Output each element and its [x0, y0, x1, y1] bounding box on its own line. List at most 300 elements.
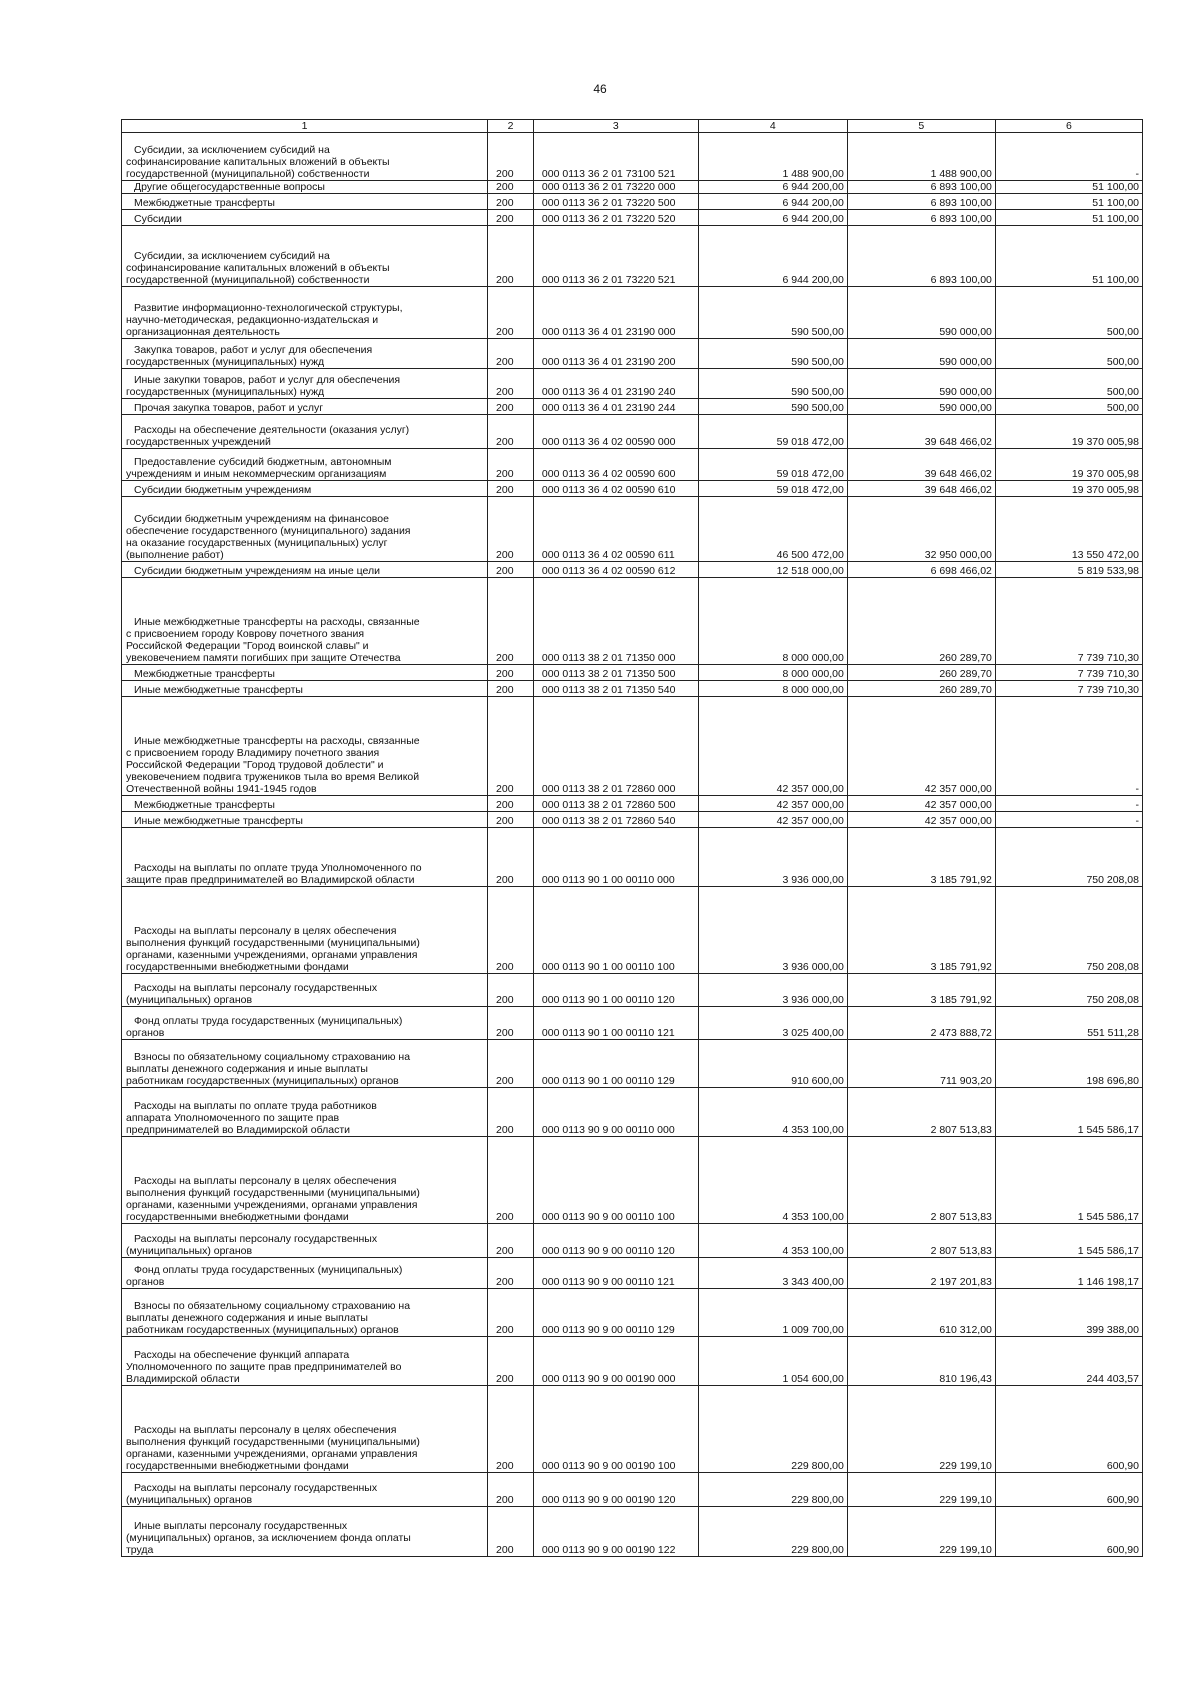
row-remaining-value: 1 545 586,17 [995, 1224, 1142, 1258]
table-row [122, 1507, 1143, 1557]
row-approved-value: 8 000 000,00 [698, 665, 847, 681]
row-name [122, 1386, 488, 1473]
row-name [122, 974, 488, 1007]
row-name-line: Уполномоченного по защите прав предпринимателей во [126, 1361, 402, 1373]
row-name-line: Субсидии, за исключением субсидий на [134, 144, 330, 156]
column-header-6: 6 [995, 120, 1142, 133]
row-budget-code: 000 0113 36 2 01 73220 500 [533, 194, 698, 210]
row-budget-code: 000 0113 90 9 00 00110 000 [533, 1088, 698, 1137]
row-executed-value: 6 698 466,02 [847, 562, 995, 578]
row-name-line: Субсидии бюджетным учреждениям [134, 484, 312, 496]
row-executed-value: 260 289,70 [847, 681, 995, 697]
row-remaining-value: 600,90 [995, 1386, 1142, 1473]
row-approved-value: 6 944 200,00 [698, 181, 847, 194]
row-name-line: Иные межбюджетные трансферты [134, 684, 303, 696]
row-budget-code: 000 0113 90 9 00 00110 121 [533, 1258, 698, 1289]
row-remaining-value: 51 100,00 [995, 226, 1142, 287]
row-admin-code: 200 [488, 497, 534, 562]
row-admin-code: 200 [488, 665, 534, 681]
row-name [122, 339, 488, 369]
row-approved-value: 1 488 900,00 [698, 133, 847, 181]
row-name [122, 1289, 488, 1337]
row-executed-value: 590 000,00 [847, 399, 995, 415]
row-name-line: обеспечение государственного (муниципального) задания [126, 525, 411, 537]
row-remaining-value: 1 146 198,17 [995, 1258, 1142, 1289]
row-name-line: научно-методическая, редакционно-издательская и [126, 314, 379, 326]
table-row [122, 796, 1143, 812]
row-name-line: Российской Федерации "Город воинской славы" и [126, 640, 369, 652]
row-approved-value: 12 518 000,00 [698, 562, 847, 578]
table-row [122, 226, 1143, 287]
row-admin-code: 200 [488, 578, 534, 665]
row-budget-code: 000 0113 36 4 02 00590 600 [533, 449, 698, 481]
row-executed-value: 32 950 000,00 [847, 497, 995, 562]
row-name [122, 369, 488, 399]
row-name [122, 1473, 488, 1507]
row-approved-value: 229 800,00 [698, 1386, 847, 1473]
row-budget-code: 000 0113 36 4 02 00590 612 [533, 562, 698, 578]
row-approved-value: 1 054 600,00 [698, 1337, 847, 1386]
table-row [122, 415, 1143, 449]
row-approved-value: 6 944 200,00 [698, 226, 847, 287]
table-row [122, 181, 1143, 194]
row-name-line: защите прав предпринимателей во Владимирской области [126, 874, 415, 886]
table-row [122, 828, 1143, 887]
row-name-line: Прочая закупка товаров, работ и услуг [134, 402, 324, 414]
row-name-line: Субсидии бюджетным учреждениям на иные цели [134, 565, 380, 577]
row-name-line: государственными внебюджетными фондами [126, 1211, 349, 1223]
row-approved-value: 229 800,00 [698, 1473, 847, 1507]
row-budget-code: 000 0113 38 2 01 71350 000 [533, 578, 698, 665]
row-budget-code: 000 0113 36 4 01 23190 200 [533, 339, 698, 369]
table-row [122, 1224, 1143, 1258]
row-remaining-value: 51 100,00 [995, 194, 1142, 210]
row-name-line: Иные межбюджетные трансферты на расходы, связанные [134, 616, 420, 628]
row-executed-value: 3 185 791,92 [847, 887, 995, 974]
row-name [122, 887, 488, 974]
row-name [122, 1507, 488, 1557]
row-remaining-value: 500,00 [995, 369, 1142, 399]
row-remaining-value: 500,00 [995, 399, 1142, 415]
row-name-line: Расходы на выплаты по оплате труда Уполномоченного по [134, 862, 422, 874]
table-row [122, 133, 1143, 181]
row-name-line: софинансирование капитальных вложений в объекты [126, 156, 390, 168]
row-approved-value: 59 018 472,00 [698, 449, 847, 481]
row-name-line: Субсидии, за исключением субсидий на [134, 250, 330, 262]
row-name-line: Расходы на выплаты персоналу в целях обеспечения [134, 925, 397, 937]
row-executed-value: 6 893 100,00 [847, 181, 995, 194]
row-executed-value: 39 648 466,02 [847, 481, 995, 497]
row-admin-code: 200 [488, 974, 534, 1007]
row-admin-code: 200 [488, 339, 534, 369]
column-header-4: 4 [698, 120, 847, 133]
row-budget-code: 000 0113 90 9 00 00190 100 [533, 1386, 698, 1473]
row-admin-code: 200 [488, 1088, 534, 1137]
row-budget-code: 000 0113 38 2 01 71350 500 [533, 665, 698, 681]
row-name-line: (муниципальных) органов [126, 1245, 253, 1257]
row-remaining-value: 399 388,00 [995, 1289, 1142, 1337]
row-approved-value: 1 009 700,00 [698, 1289, 847, 1337]
column-header-3: 3 [533, 120, 698, 133]
row-name [122, 1337, 488, 1386]
row-approved-value: 8 000 000,00 [698, 681, 847, 697]
row-remaining-value: 7 739 710,30 [995, 665, 1142, 681]
table-row [122, 194, 1143, 210]
row-executed-value: 590 000,00 [847, 369, 995, 399]
row-admin-code: 200 [488, 369, 534, 399]
row-name [122, 226, 488, 287]
row-approved-value: 910 600,00 [698, 1040, 847, 1088]
row-name-line: (муниципальных) органов, за исключением фонда оплаты [126, 1532, 411, 1544]
row-approved-value: 6 944 200,00 [698, 210, 847, 226]
row-budget-code: 000 0113 90 1 00 00110 121 [533, 1007, 698, 1040]
row-admin-code: 200 [488, 1507, 534, 1557]
row-budget-code: 000 0113 36 2 01 73100 521 [533, 133, 698, 181]
row-admin-code: 200 [488, 697, 534, 796]
row-name-line: Отечественной войны 1941-1945 годов [126, 783, 317, 795]
table-row [122, 1137, 1143, 1224]
row-name [122, 1137, 488, 1224]
row-approved-value: 42 357 000,00 [698, 796, 847, 812]
row-budget-code: 000 0113 90 9 00 00110 129 [533, 1289, 698, 1337]
row-executed-value: 2 807 513,83 [847, 1224, 995, 1258]
row-executed-value: 711 903,20 [847, 1040, 995, 1088]
row-name-line: (выполнение работ) [126, 549, 224, 561]
row-name-line: государственных (муниципальных) нужд [126, 386, 325, 398]
row-name-line: Межбюджетные трансферты [134, 197, 275, 209]
row-remaining-value: 500,00 [995, 339, 1142, 369]
row-name-line: (муниципальных) органов [126, 1494, 253, 1506]
row-approved-value: 4 353 100,00 [698, 1224, 847, 1258]
row-name-line: Взносы по обязательному социальному страхованию на [134, 1051, 411, 1063]
row-name-line: Межбюджетные трансферты [134, 668, 275, 680]
row-name-line: органов [126, 1276, 165, 1288]
row-name-line: Расходы на выплаты персоналу государственных [134, 982, 378, 994]
row-remaining-value: 13 550 472,00 [995, 497, 1142, 562]
row-approved-value: 3 936 000,00 [698, 828, 847, 887]
row-admin-code: 200 [488, 562, 534, 578]
row-executed-value: 2 473 888,72 [847, 1007, 995, 1040]
row-name [122, 578, 488, 665]
row-executed-value: 229 199,10 [847, 1473, 995, 1507]
row-name-line: Межбюджетные трансферты [134, 799, 275, 811]
row-approved-value: 3 025 400,00 [698, 1007, 847, 1040]
row-executed-value: 3 185 791,92 [847, 974, 995, 1007]
row-budget-code: 000 0113 90 9 00 00190 122 [533, 1507, 698, 1557]
table-row [122, 578, 1143, 665]
row-name [122, 287, 488, 339]
row-admin-code: 200 [488, 1258, 534, 1289]
row-remaining-value: 244 403,57 [995, 1337, 1142, 1386]
table-row [122, 665, 1143, 681]
row-budget-code: 000 0113 36 4 02 00590 610 [533, 481, 698, 497]
page-number: 46 [593, 82, 607, 96]
row-approved-value: 6 944 200,00 [698, 194, 847, 210]
row-name-line: Российской Федерации "Город трудовой доблести" и [126, 759, 384, 771]
row-name [122, 796, 488, 812]
row-name-line: Субсидии бюджетным учреждениям на финансовое [134, 513, 389, 525]
row-name-line: Другие общегосударственные вопросы [134, 181, 325, 193]
row-budget-code: 000 0113 36 2 01 73220 521 [533, 226, 698, 287]
row-remaining-value: 500,00 [995, 287, 1142, 339]
budget-table [121, 119, 1143, 1557]
table-row [122, 681, 1143, 697]
row-name [122, 133, 488, 181]
row-name-line: Предоставление субсидий бюджетным, автономным [134, 456, 392, 468]
table-row [122, 210, 1143, 226]
row-name-line: работникам государственных (муниципальных) органов [126, 1324, 399, 1336]
row-admin-code: 200 [488, 287, 534, 339]
header-row [122, 120, 1143, 133]
row-budget-code: 000 0113 90 9 00 00190 000 [533, 1337, 698, 1386]
row-executed-value: 590 000,00 [847, 287, 995, 339]
row-name [122, 1040, 488, 1088]
row-remaining-value: 1 545 586,17 [995, 1088, 1142, 1137]
row-name [122, 210, 488, 226]
row-executed-value: 260 289,70 [847, 578, 995, 665]
row-executed-value: 610 312,00 [847, 1289, 995, 1337]
row-executed-value: 39 648 466,02 [847, 415, 995, 449]
row-executed-value: 3 185 791,92 [847, 828, 995, 887]
row-executed-value: 810 196,43 [847, 1337, 995, 1386]
row-budget-code: 000 0113 38 2 01 72860 540 [533, 812, 698, 828]
row-name-line: Расходы на выплаты персоналу в целях обеспечения [134, 1424, 397, 1436]
row-executed-value: 6 893 100,00 [847, 194, 995, 210]
row-name [122, 1224, 488, 1258]
row-budget-code: 000 0113 90 9 00 00110 100 [533, 1137, 698, 1224]
row-name-line: организационная деятельность [126, 326, 280, 338]
row-executed-value: 229 199,10 [847, 1507, 995, 1557]
row-remaining-value: 7 739 710,30 [995, 578, 1142, 665]
row-name-line: Закупка товаров, работ и услуг для обеспечения [134, 344, 373, 356]
row-name [122, 399, 488, 415]
table-row [122, 1337, 1143, 1386]
row-name-line: труда [126, 1544, 154, 1556]
row-name-line: органами, казенными учреждениями, органами управления [126, 1199, 418, 1211]
row-name-line: с присвоением городу Коврову почетного звания [126, 628, 365, 640]
row-approved-value: 229 800,00 [698, 1507, 847, 1557]
row-name-line: увековечением памяти погибших при защите Отечества [126, 652, 401, 664]
row-budget-code: 000 0113 36 4 02 00590 000 [533, 415, 698, 449]
row-name [122, 812, 488, 828]
row-remaining-value: 51 100,00 [995, 210, 1142, 226]
row-name-line: Взносы по обязательному социальному страхованию на [134, 1300, 411, 1312]
row-approved-value: 3 936 000,00 [698, 887, 847, 974]
row-name-line: Расходы на выплаты по оплате труда работников [134, 1100, 377, 1112]
row-approved-value: 590 500,00 [698, 399, 847, 415]
row-budget-code: 000 0113 90 1 00 00110 129 [533, 1040, 698, 1088]
row-name-line: Иные закупки товаров, работ и услуг для обеспечения [134, 374, 401, 386]
table-row [122, 1007, 1143, 1040]
table-row [122, 562, 1143, 578]
row-approved-value: 4 353 100,00 [698, 1137, 847, 1224]
row-executed-value: 2 807 513,83 [847, 1088, 995, 1137]
row-executed-value: 42 357 000,00 [847, 796, 995, 812]
row-remaining-value: 750 208,08 [995, 828, 1142, 887]
row-name-line: государственной (муниципальной) собственности [126, 168, 370, 180]
row-remaining-value: - [995, 697, 1142, 796]
row-budget-code: 000 0113 36 4 01 23190 244 [533, 399, 698, 415]
table-row [122, 287, 1143, 339]
row-name-line: Фонд оплаты труда государственных (муниципальных) [134, 1015, 403, 1027]
row-executed-value: 42 357 000,00 [847, 812, 995, 828]
row-budget-code: 000 0113 36 2 01 73220 000 [533, 181, 698, 194]
row-name-line: Иные межбюджетные трансферты [134, 815, 303, 827]
row-name-line: органами, казенными учреждениями, органами управления [126, 1448, 418, 1460]
row-budget-code: 000 0113 90 1 00 00110 100 [533, 887, 698, 974]
row-name-line: Расходы на выплаты персоналу государственных [134, 1233, 378, 1245]
row-admin-code: 200 [488, 481, 534, 497]
row-admin-code: 200 [488, 1040, 534, 1088]
row-name-line: выполнения функций государственными (муниципальными) [126, 937, 420, 949]
row-executed-value: 2 197 201,83 [847, 1258, 995, 1289]
row-budget-code: 000 0113 36 4 02 00590 611 [533, 497, 698, 562]
row-name-line: софинансирование капитальных вложений в объекты [126, 262, 390, 274]
row-approved-value: 590 500,00 [698, 339, 847, 369]
row-name-line: аппарата Уполномоченного по защите прав [126, 1112, 340, 1124]
row-name-line: выполнения функций государственными (муниципальными) [126, 1436, 420, 1448]
row-name-line: (муниципальных) органов [126, 994, 253, 1006]
row-name-line: государственной (муниципальной) собственности [126, 274, 370, 286]
row-executed-value: 6 893 100,00 [847, 210, 995, 226]
row-name [122, 665, 488, 681]
row-admin-code: 200 [488, 1007, 534, 1040]
row-name [122, 181, 488, 194]
table-row [122, 1040, 1143, 1088]
row-name [122, 449, 488, 481]
table-row [122, 399, 1143, 415]
row-admin-code: 200 [488, 399, 534, 415]
row-budget-code: 000 0113 36 2 01 73220 520 [533, 210, 698, 226]
row-admin-code: 200 [488, 415, 534, 449]
row-admin-code: 200 [488, 1386, 534, 1473]
row-name-line: Расходы на обеспечение деятельности (оказания услуг) [134, 424, 410, 436]
row-admin-code: 200 [488, 1224, 534, 1258]
row-budget-code: 000 0113 38 2 01 71350 540 [533, 681, 698, 697]
row-budget-code: 000 0113 90 1 00 00110 120 [533, 974, 698, 1007]
row-admin-code: 200 [488, 887, 534, 974]
row-name-line: органами, казенными учреждениями, органами управления [126, 949, 418, 961]
row-executed-value: 260 289,70 [847, 665, 995, 681]
row-admin-code: 200 [488, 812, 534, 828]
row-executed-value: 2 807 513,83 [847, 1137, 995, 1224]
table-row [122, 481, 1143, 497]
row-name-line: государственных учреждений [126, 436, 271, 448]
row-remaining-value: 7 739 710,30 [995, 681, 1142, 697]
row-name [122, 1007, 488, 1040]
row-remaining-value: - [995, 133, 1142, 181]
row-approved-value: 590 500,00 [698, 369, 847, 399]
row-name-line: Иные выплаты персоналу государственных [134, 1520, 348, 1532]
row-name-line: с присвоением городу Владимиру почетного звания [126, 747, 380, 759]
row-remaining-value: 1 545 586,17 [995, 1137, 1142, 1224]
table-row [122, 1088, 1143, 1137]
row-name-line: работникам государственных (муниципальных) органов [126, 1075, 399, 1087]
column-header-2: 2 [488, 120, 534, 133]
row-name-line: Фонд оплаты труда государственных (муниципальных) [134, 1264, 403, 1276]
row-name-line: государственных (муниципальных) нужд [126, 356, 325, 368]
row-name [122, 415, 488, 449]
table-row [122, 369, 1143, 399]
row-remaining-value: - [995, 796, 1142, 812]
row-name-line: Расходы на обеспечение функций аппарата [134, 1349, 350, 1361]
row-name [122, 828, 488, 887]
row-name-line: Расходы на выплаты персоналу государственных [134, 1482, 378, 1494]
row-budget-code: 000 0113 90 9 00 00190 120 [533, 1473, 698, 1507]
column-header-1: 1 [122, 120, 488, 133]
row-executed-value: 6 893 100,00 [847, 226, 995, 287]
row-admin-code: 200 [488, 210, 534, 226]
row-approved-value: 42 357 000,00 [698, 697, 847, 796]
row-name-line: Развитие информационно-технологической структуры, [134, 302, 403, 314]
row-admin-code: 200 [488, 181, 534, 194]
table-row [122, 812, 1143, 828]
row-remaining-value: 750 208,08 [995, 974, 1142, 1007]
row-approved-value: 59 018 472,00 [698, 415, 847, 449]
row-admin-code: 200 [488, 828, 534, 887]
row-name [122, 194, 488, 210]
row-approved-value: 590 500,00 [698, 287, 847, 339]
row-remaining-value: 551 511,28 [995, 1007, 1142, 1040]
row-admin-code: 200 [488, 1137, 534, 1224]
row-budget-code: 000 0113 38 2 01 72860 500 [533, 796, 698, 812]
row-name-line: Расходы на выплаты персоналу в целях обеспечения [134, 1175, 397, 1187]
row-admin-code: 200 [488, 133, 534, 181]
row-name-line: учреждениям и иным некоммерческим организациям [126, 468, 387, 480]
row-executed-value: 39 648 466,02 [847, 449, 995, 481]
table-row [122, 974, 1143, 1007]
row-admin-code: 200 [488, 226, 534, 287]
row-admin-code: 200 [488, 1289, 534, 1337]
row-budget-code: 000 0113 90 9 00 00110 120 [533, 1224, 698, 1258]
row-budget-code: 000 0113 36 4 01 23190 240 [533, 369, 698, 399]
row-name-line: Иные межбюджетные трансферты на расходы, связанные [134, 735, 420, 747]
row-executed-value: 1 488 900,00 [847, 133, 995, 181]
row-name-line: выплаты денежного содержания и иные выплаты [126, 1312, 368, 1324]
row-name [122, 497, 488, 562]
table-row [122, 1258, 1143, 1289]
row-name [122, 697, 488, 796]
row-remaining-value: 5 819 533,98 [995, 562, 1142, 578]
row-admin-code: 200 [488, 796, 534, 812]
row-admin-code: 200 [488, 449, 534, 481]
row-name [122, 562, 488, 578]
table-row [122, 1386, 1143, 1473]
row-name [122, 1258, 488, 1289]
row-name-line: предпринимателей во Владимирской области [126, 1124, 351, 1136]
row-approved-value: 4 353 100,00 [698, 1088, 847, 1137]
row-approved-value: 59 018 472,00 [698, 481, 847, 497]
row-remaining-value: 198 696,80 [995, 1040, 1142, 1088]
row-budget-code: 000 0113 38 2 01 72860 000 [533, 697, 698, 796]
row-name-line: государственными внебюджетными фондами [126, 961, 349, 973]
row-remaining-value: - [995, 812, 1142, 828]
row-executed-value: 590 000,00 [847, 339, 995, 369]
row-name [122, 681, 488, 697]
row-budget-code: 000 0113 90 1 00 00110 000 [533, 828, 698, 887]
column-header-5: 5 [847, 120, 995, 133]
row-remaining-value: 19 370 005,98 [995, 481, 1142, 497]
row-approved-value: 46 500 472,00 [698, 497, 847, 562]
table-body [122, 120, 1143, 1557]
row-executed-value: 42 357 000,00 [847, 697, 995, 796]
table-row [122, 697, 1143, 796]
row-approved-value: 3 343 400,00 [698, 1258, 847, 1289]
row-name [122, 1088, 488, 1137]
row-admin-code: 200 [488, 194, 534, 210]
row-remaining-value: 51 100,00 [995, 181, 1142, 194]
row-remaining-value: 19 370 005,98 [995, 415, 1142, 449]
